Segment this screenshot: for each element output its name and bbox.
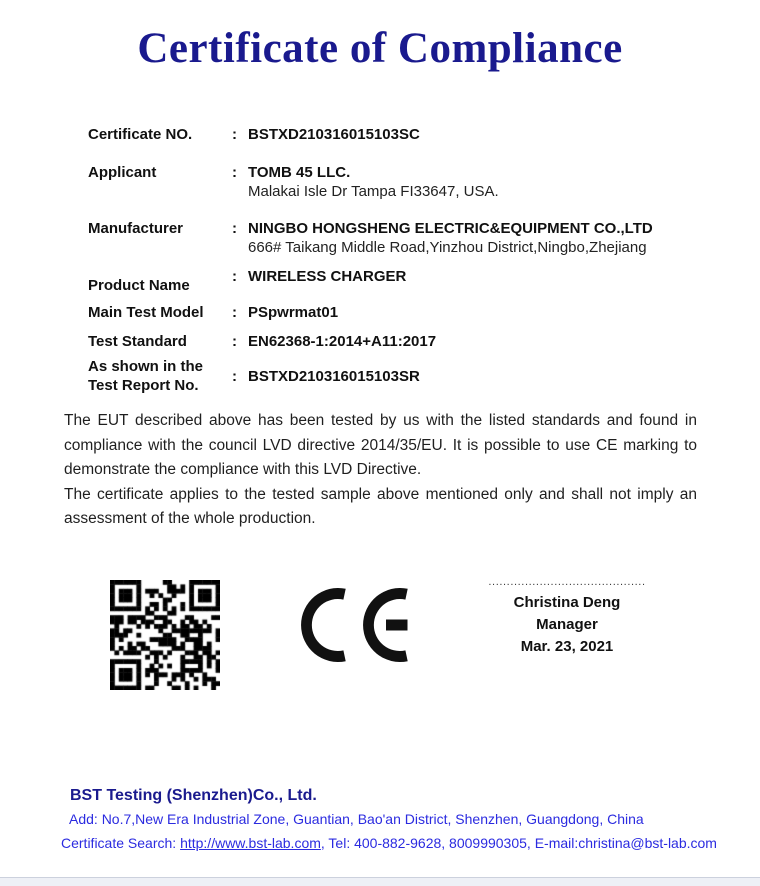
field-label: Test Standard [88,333,187,350]
applicant-address: Malakai Isle Dr Tampa FI33647, USA. [248,183,499,200]
field-value: WIRELESS CHARGER [248,268,407,285]
qr-code-icon [110,580,220,690]
field-value [248,219,698,257]
signer-title: Manager [536,616,598,633]
applicant-name: TOMB 45 LLC. [248,164,351,181]
declaration-paragraph-2: The certificate applies to the tested sample above mentioned only and shall not imply an assessment of the whole production. [64,485,697,527]
field-colon: : [232,164,237,181]
field-label: Product Name [88,277,190,294]
ce-mark-icon [301,586,411,664]
field-label [88,357,232,395]
signer-name: Christina Deng [513,594,621,611]
field-colon: : [232,333,237,350]
field-row-applicant [88,163,698,201]
manufacturer-address: 666# Taikang Middle Road,Yinzhou District,Ningbo,Zhejiang [248,239,647,256]
page-bottom-edge [0,877,760,886]
field-value: EN62368-1:2014+A11:2017 [248,333,437,350]
field-row-certificate-no [88,125,698,144]
issuer-address: Add: No.7,New Era Industrial Zone, Guantian, Bao'an District, Shenzhen, Guangdong, China [69,811,644,827]
field-value [248,163,698,201]
declaration-paragraph-1: The EUT described above has been tested by us with the listed standards and found in compliance with the council LVD directive 2014/35/EU. It is possible to use CE marking to demonstrate the compliance with this LVD Directive. [64,412,697,478]
field-label-line1: As shown in the [88,358,204,375]
declaration-text [64,409,697,532]
certificate-search-link[interactable]: http://www.bst-lab.com [180,835,321,851]
field-label: Main Test Model [88,304,204,321]
field-row-main-test-model [88,303,698,322]
field-value: PSpwrmat01 [248,304,339,321]
field-label-line2: Test Report No. [88,377,199,394]
field-row-product-name [88,267,698,295]
certificate-search-label: Certificate Search: [61,835,181,851]
manufacturer-name: NINGBO HONGSHENG ELECTRIC&EQUIPMENT CO.,LTD [248,220,653,237]
contact-details: , Tel: 400-882-9628, 8009990305, E-mail:christina@bst-lab.com [320,835,717,851]
field-row-test-standard [88,332,698,351]
field-colon: : [232,126,237,143]
field-label: Manufacturer [88,220,184,237]
field-colon: : [232,268,237,285]
field-value: BSTXD210316015103SR [248,367,420,385]
page-title: Certificate of Compliance [137,25,623,72]
signature-dotted-line: ........................................... [488,576,646,588]
field-colon: : [232,304,237,321]
signature-block [478,576,656,658]
field-row-manufacturer [88,219,698,257]
field-row-test-report-no [88,357,698,395]
certificate-search-line [61,835,717,851]
field-value: BSTXD210316015103SC [248,126,420,143]
field-label: Applicant [88,164,157,181]
issue-date: Mar. 23, 2021 [520,638,614,655]
issuer-company-name: BST Testing (Shenzhen)Co., Ltd. [70,787,317,804]
field-label: Certificate NO. [88,126,193,143]
field-colon: : [232,367,237,385]
field-colon: : [232,220,237,237]
